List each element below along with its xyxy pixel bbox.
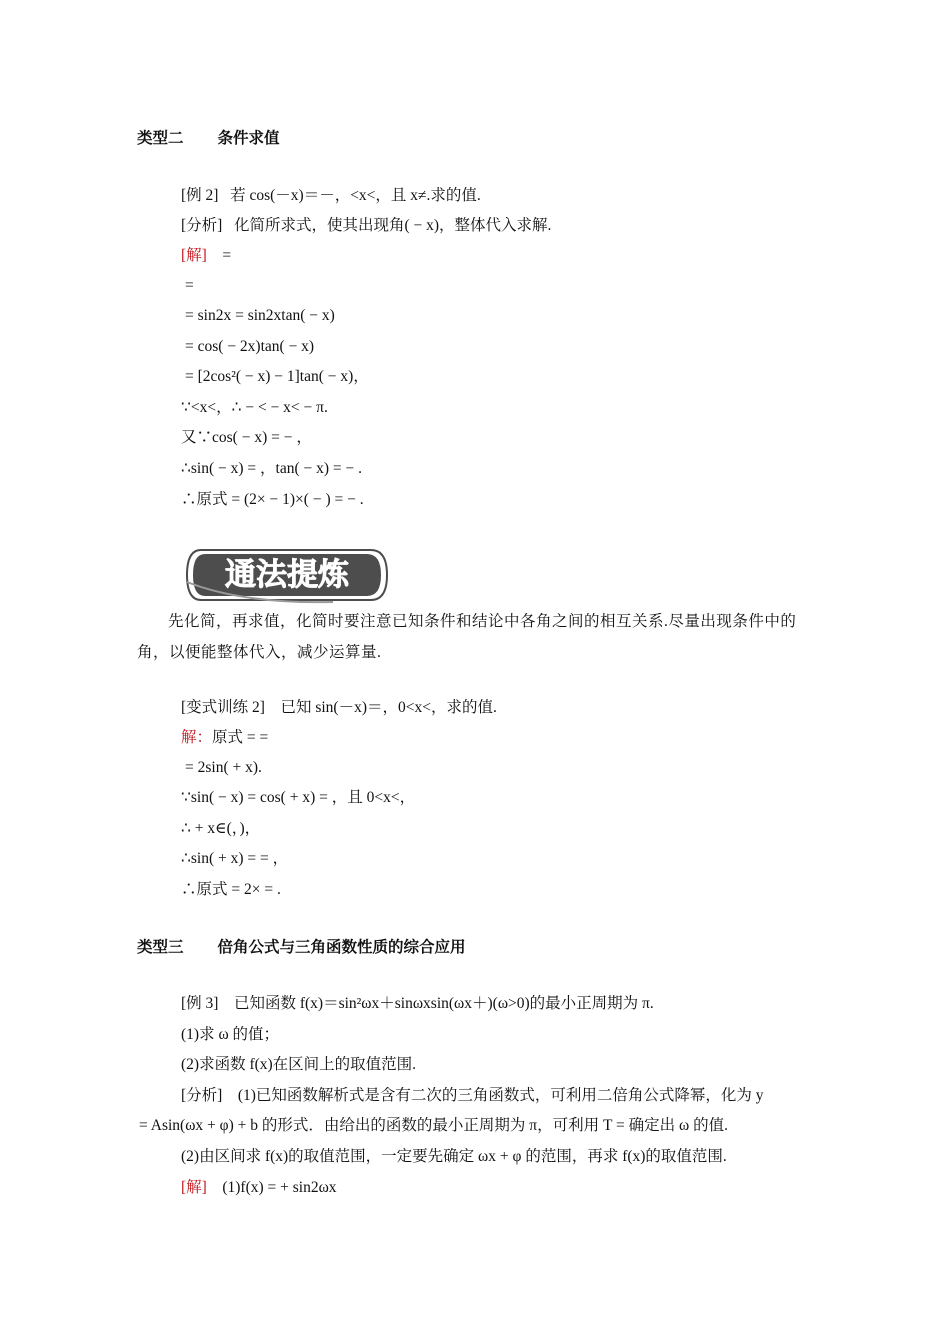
solution-line: (1)f(x) = + sin2ωx: [222, 1179, 337, 1196]
analysis-text-cont: = Asin(ωx + φ) + b 的形式．由给出的函数的最小正周期为 π，可利用 T = 确定出 ω 的值.: [139, 1117, 728, 1134]
solution-line: ∴sin( + x) = = ，: [181, 850, 289, 867]
variant-text: 已知 sin(－x)＝，0<x<，求的值.: [280, 699, 497, 716]
solution-line: =: [185, 277, 194, 294]
solution-line: =: [222, 247, 232, 264]
section-heading-type3: [137, 937, 466, 957]
solution-2-start: [181, 246, 231, 266]
example-3: [181, 994, 654, 1014]
solution-line: ∵sin( − x) = cos( + x) = ，且 0<x<，: [181, 789, 416, 806]
example-label: [例 3]: [181, 995, 219, 1012]
example-text: 已知函数 f(x)＝sin²ωx＋sinωxsin(ωx＋)(ω>0)的最小正周期为 π.: [233, 995, 654, 1012]
heading-title: 倍角公式与三角函数性质的综合应用: [217, 938, 466, 956]
solution-label: [解]: [181, 1179, 207, 1196]
question-1: (1)求 ω 的值；: [181, 1026, 280, 1043]
example-text: 若 cos(－x)＝－，<x<，且 x≠.求的值.: [230, 187, 481, 204]
solution-line: = sin2x = sin2xtan( − x): [185, 307, 335, 324]
analysis-2: [181, 216, 551, 236]
analysis-text: (1)已知函数解析式是含有二次的三角函数式，可利用二倍角公式降幂，化为 y: [237, 1087, 764, 1104]
solution-label: 解：: [181, 729, 213, 746]
solution-line: 又∵cos( − x) = − ，: [181, 429, 312, 446]
analysis-label: [分析]: [181, 1087, 223, 1104]
banner-text: 通法提炼: [225, 557, 349, 593]
heading-number: 类型三: [137, 938, 184, 956]
solution-line: = [2cos²( − x) − 1]tan( − x)，: [185, 368, 369, 385]
analysis-label: [分析]: [181, 217, 223, 234]
analysis-3: [181, 1086, 764, 1106]
solution-line: ∴原式 = 2× = .: [181, 881, 281, 898]
variant-2: [181, 698, 497, 718]
solution-line: ∵<x<，∴ − < − x< − π.: [181, 399, 328, 416]
solution-line: = 2sin( + x).: [185, 759, 262, 776]
section-heading-type2: [137, 128, 280, 148]
solution-line: ∴ + x∈(，)，: [181, 820, 261, 837]
solution-line: = cos( − 2x)tan( − x): [185, 338, 315, 355]
solution-3-start: [181, 1178, 337, 1198]
question-2: (2)求函数 f(x)在区间上的取值范围.: [181, 1056, 417, 1073]
variant-label: [变式训练 2]: [181, 699, 265, 716]
method-banner: [183, 544, 393, 606]
heading-title: 条件求值: [217, 129, 280, 147]
analysis-text-part2: (2)由区间求 f(x)的取值范围，一定要先确定 ωx + φ 的范围，再求 f(x)的取值范围.: [181, 1148, 727, 1165]
variant-solution-start: [181, 728, 268, 748]
analysis-text: 化简所求式，使其出现角( − x)，整体代入求解.: [233, 217, 552, 234]
heading-number: 类型二: [137, 129, 184, 147]
solution-label: [解]: [181, 247, 207, 264]
solution-line: ∴sin( − x) = ，tan( − x) = − .: [181, 460, 362, 477]
method-body: 先化简，再求值，化简时要注意已知条件和结论中各角之间的相互关系.尽量出现条件中的角，以便能整体代入，减少运算量.: [137, 613, 797, 661]
solution-line: 原式 = =: [212, 729, 269, 746]
example-2: [181, 186, 481, 206]
example-label: [例 2]: [181, 187, 219, 204]
solution-line: ∴原式 = (2× − 1)×( − ) = − .: [181, 491, 364, 508]
